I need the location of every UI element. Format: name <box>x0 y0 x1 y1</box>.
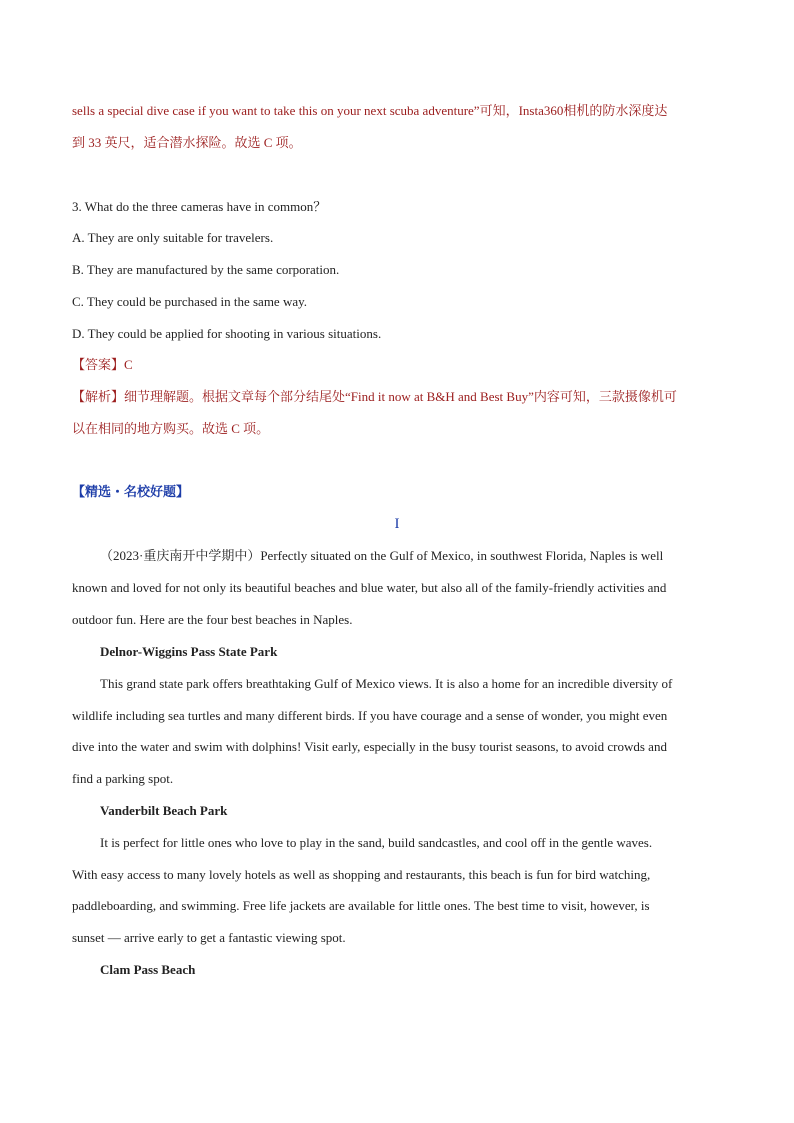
heading-delnor-wiggins: Delnor-Wiggins Pass State Park <box>100 644 278 659</box>
prev-explanation-line-2: 到 33 英尺，适合潜水探险。故选 C 项。 <box>72 135 302 150</box>
option-d: D. They could be applied for shooting in various situations. <box>72 326 382 341</box>
answer: 【答案】C <box>72 357 133 372</box>
option-c: C. They could be purchased in the same way. <box>72 294 308 309</box>
analysis-line-1: 【解析】细节理解题。根据文章每个部分结尾处“Find it now at B&H and Best Buy”内容可知，三款摄像机可 <box>72 389 677 404</box>
p1-line-1: This grand state park offers breathtaking Gulf of Mexico views. It is also a home for an incredible diversity of <box>100 676 673 691</box>
p2-line-1: It is perfect for little ones who love to play in the sand, build sandcastles, and cool off in the gentle waves. <box>100 835 653 850</box>
p2-line-4: sunset — arrive early to get a fantastic viewing spot. <box>72 930 346 945</box>
prev-explanation-line-1: sells a special dive case if you want to take this on your next scuba adventure”可知，Insta360相机的防水深度达 <box>72 103 668 118</box>
heading-vanderbilt: Vanderbilt Beach Park <box>100 803 228 818</box>
heading-clam-pass: Clam Pass Beach <box>100 962 196 977</box>
analysis-line-2: 以在相同的地方购买。故选 C 项。 <box>72 421 270 436</box>
p2-line-3: paddleboarding, and swimming. Free life jackets are available for little ones. The best time to visit, however, is <box>72 898 650 913</box>
option-b: B. They are manufactured by the same corporation. <box>72 262 340 277</box>
passage-roman-numeral: I <box>394 516 400 532</box>
section-header: 【精选・名校好题】 <box>72 484 190 499</box>
p1-line-2: wildlife including sea turtles and many different birds. If you have courage and a sense of wonder, you might even <box>72 708 668 723</box>
p1-line-4: find a parking spot. <box>72 771 174 786</box>
p2-line-2: With easy access to many lovely hotels as well as shopping and restaurants, this beach is fun for bird watching, <box>72 867 651 882</box>
p1-line-3: dive into the water and swim with dolphins! Visit early, especially in the busy tourist seasons, to avoid crowds and <box>72 739 667 754</box>
intro-line-1: （2023·重庆南开中学期中）Perfectly situated on the Gulf of Mexico, in southwest Florida, Naples is well <box>100 548 664 563</box>
intro-line-3: outdoor fun. Here are the four best beaches in Naples. <box>72 612 353 627</box>
question-3-stem: 3. What do the three cameras have in common？ <box>72 199 327 214</box>
option-a: A. They are only suitable for travelers. <box>72 230 274 245</box>
intro-line-2: known and loved for not only its beautiful beaches and blue water, but also all of the family-friendly activities and <box>72 580 667 595</box>
